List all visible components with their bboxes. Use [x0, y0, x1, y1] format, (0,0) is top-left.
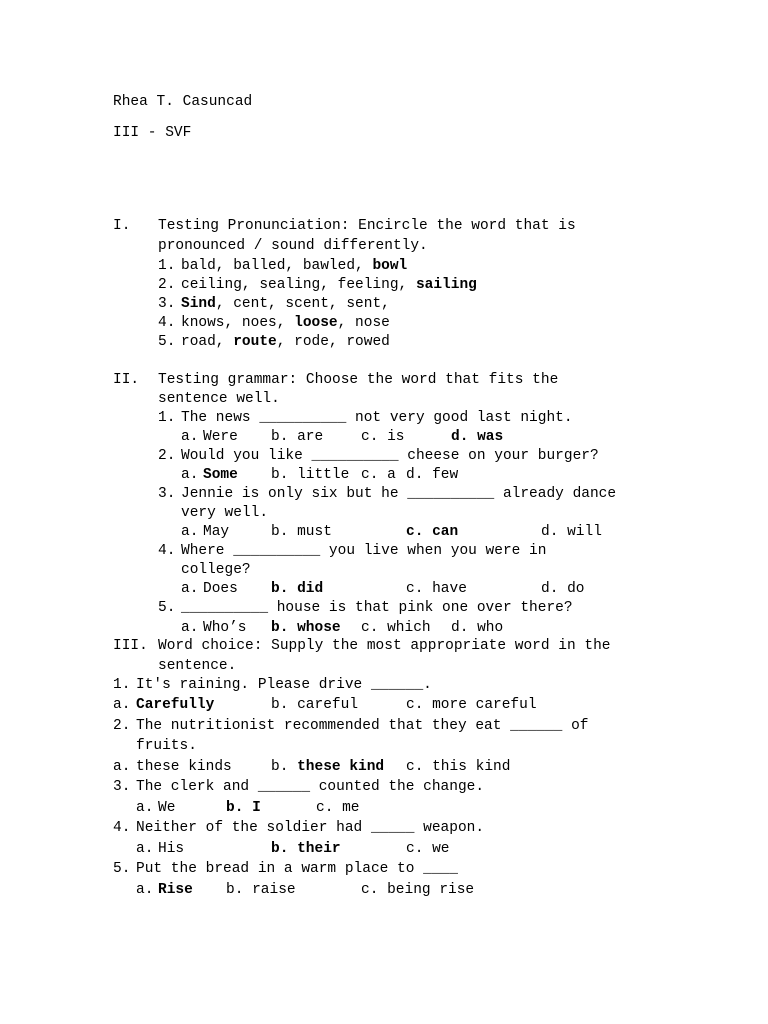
part3-numeral: III. — [113, 638, 148, 654]
section-label: III - SVF — [113, 125, 192, 141]
question-number: 3. — [113, 779, 131, 795]
part1-item — [158, 295, 390, 314]
option-a: His — [158, 841, 185, 857]
question-number: 3. — [158, 486, 176, 502]
part1-numeral: I. — [113, 218, 131, 234]
question-text: It's raining. Please drive ______. — [136, 677, 432, 693]
answer: route — [233, 334, 277, 350]
option-d-answer: d. was — [451, 429, 504, 445]
item-number: 2. — [158, 277, 176, 293]
option-c: c. which — [361, 620, 431, 636]
item-text: Sind, cent, scent, sent, — [181, 296, 390, 312]
question-text: The nutritionist recommended that they eat ______ of — [136, 718, 589, 734]
option-a-letter: a. — [136, 841, 154, 857]
option-c: c. is — [361, 429, 405, 445]
item-number: 1. — [158, 258, 176, 274]
option-c: c. a — [361, 467, 396, 483]
option-d: d. few — [406, 467, 459, 483]
option-a: May — [203, 524, 230, 540]
part1-item — [158, 276, 477, 295]
option-a-answer: Some — [203, 467, 238, 483]
option-d: d. do — [541, 581, 585, 597]
option-a-letter: a. — [113, 759, 131, 775]
question-text-cont: college? — [181, 562, 251, 578]
option-d: d. who — [451, 620, 504, 636]
question-text-cont: very well. — [181, 505, 269, 521]
question-text: Where __________ you live when you were in — [181, 543, 547, 559]
option-c: c. more careful — [406, 697, 537, 713]
option-b: b. must — [271, 524, 332, 540]
part3-instruction-line1: Word choice: Supply the most appropriate word in the — [158, 638, 611, 654]
option-d: d. will — [541, 524, 602, 540]
question-number: 4. — [158, 543, 176, 559]
question-text: The clerk and ______ counted the change. — [136, 779, 485, 795]
item-number: 5. — [158, 334, 176, 350]
option-c: c. have — [406, 581, 467, 597]
part2-numeral: II. — [113, 372, 140, 388]
item-text: road, route, rode, rowed — [181, 334, 390, 350]
part3-instruction-line2: sentence. — [158, 658, 237, 674]
option-b-answer: b. I — [226, 800, 261, 816]
option-b-answer: b. these kind — [271, 759, 385, 775]
answer: Sind — [181, 296, 216, 312]
option-b: b. careful — [271, 697, 359, 713]
part1-item — [158, 257, 408, 276]
question-text: The news __________ not very good last night. — [181, 410, 573, 426]
question-text: Jennie is only six but he __________ already dance — [181, 486, 617, 502]
item-text: bald, balled, bawled, bowl — [181, 258, 408, 274]
item-number: 4. — [158, 315, 176, 331]
question-number: 2. — [113, 718, 131, 734]
question-number: 2. — [158, 448, 176, 464]
part2-instruction-line1: Testing grammar: Choose the word that fits the — [158, 372, 559, 388]
item-number: 3. — [158, 296, 176, 312]
option-c: c. we — [406, 841, 450, 857]
option-a-answer: Carefully — [136, 697, 215, 713]
option-a: Were — [203, 429, 238, 445]
option-a-letter: a. — [181, 524, 199, 540]
option-a: Does — [203, 581, 238, 597]
option-b: b. raise — [226, 882, 296, 898]
answer: loose — [294, 315, 338, 331]
option-a-letter: a. — [181, 467, 199, 483]
part2-instruction-line2: sentence well. — [158, 391, 280, 407]
option-a: We — [158, 800, 176, 816]
option-c-answer: c. can — [406, 524, 459, 540]
part1-item — [158, 333, 390, 352]
question-number: 5. — [158, 600, 176, 616]
option-c: c. being rise — [361, 882, 475, 898]
question-text: __________ house is that pink one over there? — [181, 600, 573, 616]
option-a-answer: Rise — [158, 882, 193, 898]
part1-item — [158, 314, 390, 333]
option-b: b. little — [271, 467, 350, 483]
question-text: Neither of the soldier had _____ weapon. — [136, 820, 485, 836]
part1-instruction-line2: pronounced / sound differently. — [158, 238, 428, 254]
option-b: b. are — [271, 429, 324, 445]
option-b-answer: b. whose — [271, 620, 341, 636]
option-a-letter: a. — [136, 800, 154, 816]
answer: bowl — [372, 258, 408, 274]
option-a: Who’s — [203, 620, 247, 636]
option-b-answer: b. did — [271, 581, 324, 597]
question-text: Would you like __________ cheese on your burger? — [181, 448, 599, 464]
part1-instruction-line1: Testing Pronunciation: Encircle the word that is — [158, 218, 576, 234]
student-name: Rhea T. Casuncad — [113, 94, 253, 110]
option-a-letter: a. — [136, 882, 154, 898]
option-c: c. this kind — [406, 759, 511, 775]
question-number: 4. — [113, 820, 131, 836]
option-a-letter: a. — [181, 620, 199, 636]
option-b-answer: b. their — [271, 841, 341, 857]
item-text: knows, noes, loose, nose — [181, 315, 390, 331]
question-number: 1. — [113, 677, 131, 693]
question-number: 5. — [113, 861, 131, 877]
option-a-letter: a. — [181, 429, 199, 445]
answer: sailing — [415, 277, 477, 293]
option-a-letter: a. — [113, 697, 131, 713]
item-text: ceiling, sealing, feeling, sailing — [181, 277, 477, 293]
question-number: 1. — [158, 410, 176, 426]
option-a-letter: a. — [181, 581, 199, 597]
option-a: these kinds — [136, 759, 232, 775]
question-text-cont: fruits. — [136, 738, 197, 754]
option-c: c. me — [316, 800, 360, 816]
question-text: Put the bread in a warm place to ____ — [136, 861, 458, 877]
